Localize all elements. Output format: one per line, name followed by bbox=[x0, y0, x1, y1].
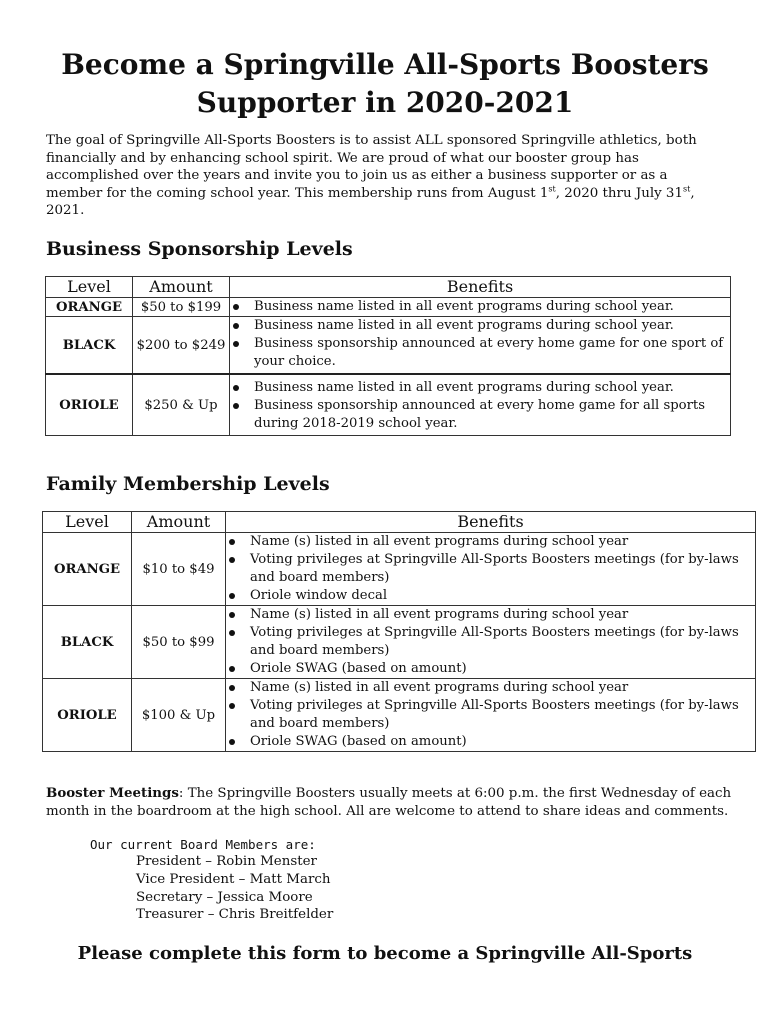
table-row bbox=[43, 679, 756, 752]
table-row bbox=[46, 374, 731, 436]
board-heading: Our current Board Members are: bbox=[90, 837, 316, 852]
benefit-item: Name (s) listed in all event programs during school year bbox=[226, 606, 755, 624]
intro-paragraph bbox=[46, 132, 726, 220]
benefit-item: Business name listed in all event programs during school year. bbox=[230, 317, 730, 335]
title-line-1: Become a Springville All-Sports Boosters bbox=[61, 48, 709, 81]
table-row bbox=[46, 298, 731, 317]
table-row bbox=[43, 533, 756, 606]
intro-text-c: , 2021. bbox=[46, 185, 695, 218]
level-cell: BLACK bbox=[43, 606, 132, 679]
benefit-item: Oriole SWAG (based on amount) bbox=[226, 733, 755, 751]
meetings-text: : The Springville Boosters usually meets at 6:00 p.m. the first Wednesday of each month in the boardroom at the high school. All are welcome to attend to share ideas and comments. bbox=[46, 786, 732, 819]
table-row bbox=[46, 317, 731, 375]
benefit-item: Voting privileges at Springville All-Sports Boosters meetings (for by-laws and board members) bbox=[226, 551, 755, 587]
col-amount: Amount bbox=[133, 277, 230, 298]
meetings-paragraph bbox=[46, 784, 736, 821]
amount-cell: $200 to $249 bbox=[133, 317, 230, 375]
board-member: Treasurer – Chris Breitfelder bbox=[136, 907, 334, 923]
board-member: Secretary – Jessica Moore bbox=[136, 889, 313, 905]
benefit-item: Voting privileges at Springville All-Sports Boosters meetings (for by-laws and board members) bbox=[226, 697, 755, 733]
benefits-cell bbox=[230, 374, 731, 436]
level-cell: ORANGE bbox=[43, 533, 132, 606]
amount-cell: $250 & Up bbox=[133, 374, 230, 436]
benefits-cell bbox=[226, 679, 756, 752]
intro-sup-1: st bbox=[548, 184, 556, 194]
board-member: President – Robin Menster bbox=[136, 854, 317, 869]
benefit-item: Business name listed in all event programs during school year. bbox=[230, 298, 730, 316]
amount-cell: $100 & Up bbox=[132, 679, 226, 752]
level-cell: ORIOLE bbox=[46, 374, 133, 436]
table-header-row bbox=[43, 512, 756, 533]
page-title bbox=[0, 46, 770, 122]
amount-cell: $10 to $49 bbox=[132, 533, 226, 606]
col-amount: Amount bbox=[132, 512, 226, 533]
benefit-item: Business sponsorship announced at every home game for all sports during 2018-2019 school year. bbox=[230, 397, 730, 433]
benefit-item: Name (s) listed in all event programs during school year bbox=[226, 679, 755, 697]
benefits-cell bbox=[230, 298, 731, 317]
business-levels-table bbox=[45, 276, 731, 436]
closing-heading: Please complete this form to become a Springville All-Sports bbox=[77, 943, 693, 964]
title-line-2: Supporter in 2020-2021 bbox=[196, 86, 574, 119]
benefits-cell bbox=[226, 606, 756, 679]
table-row bbox=[43, 606, 756, 679]
business-heading: Business Sponsorship Levels bbox=[46, 238, 353, 260]
col-level: Level bbox=[46, 277, 133, 298]
intro-sup-2: st bbox=[682, 184, 691, 194]
board-member: Vice President – Matt March bbox=[136, 871, 331, 887]
level-cell: BLACK bbox=[46, 317, 133, 375]
intro-text-a: The goal of Springville All-Sports Boosters is to assist ALL sponsored Springville athletics, both financially and by enhancing school spirit. We are proud of what our booster group has accomplished over the years and invite you to join us as either a business supporter or as a member for the coming school year. This membership runs from August 1 bbox=[46, 133, 697, 201]
benefit-item: Business name listed in all event programs during school year. bbox=[230, 379, 730, 397]
family-levels-table bbox=[42, 511, 756, 752]
meetings-label: Booster Meetings bbox=[46, 785, 179, 801]
level-cell: ORIOLE bbox=[43, 679, 132, 752]
amount-cell: $50 to $99 bbox=[132, 606, 226, 679]
benefit-item: Oriole SWAG (based on amount) bbox=[226, 660, 755, 678]
col-level: Level bbox=[43, 512, 132, 533]
amount-cell: $50 to $199 bbox=[133, 298, 230, 317]
benefit-item: Business sponsorship announced at every home game for one sport of your choice. bbox=[230, 335, 730, 371]
benefits-cell bbox=[230, 317, 731, 375]
board-members-list bbox=[136, 853, 333, 924]
benefit-item: Oriole window decal bbox=[226, 587, 755, 605]
benefit-item: Name (s) listed in all event programs during school year bbox=[226, 533, 755, 551]
family-heading: Family Membership Levels bbox=[46, 473, 330, 495]
benefit-item: Voting privileges at Springville All-Sports Boosters meetings (for by-laws and board members) bbox=[226, 624, 755, 660]
benefits-cell bbox=[226, 533, 756, 606]
col-benefits: Benefits bbox=[226, 512, 756, 533]
table-header-row bbox=[46, 277, 731, 298]
level-cell: ORANGE bbox=[46, 298, 133, 317]
col-benefits: Benefits bbox=[230, 277, 731, 298]
intro-text-b: , 2020 thru July 31 bbox=[555, 185, 683, 201]
